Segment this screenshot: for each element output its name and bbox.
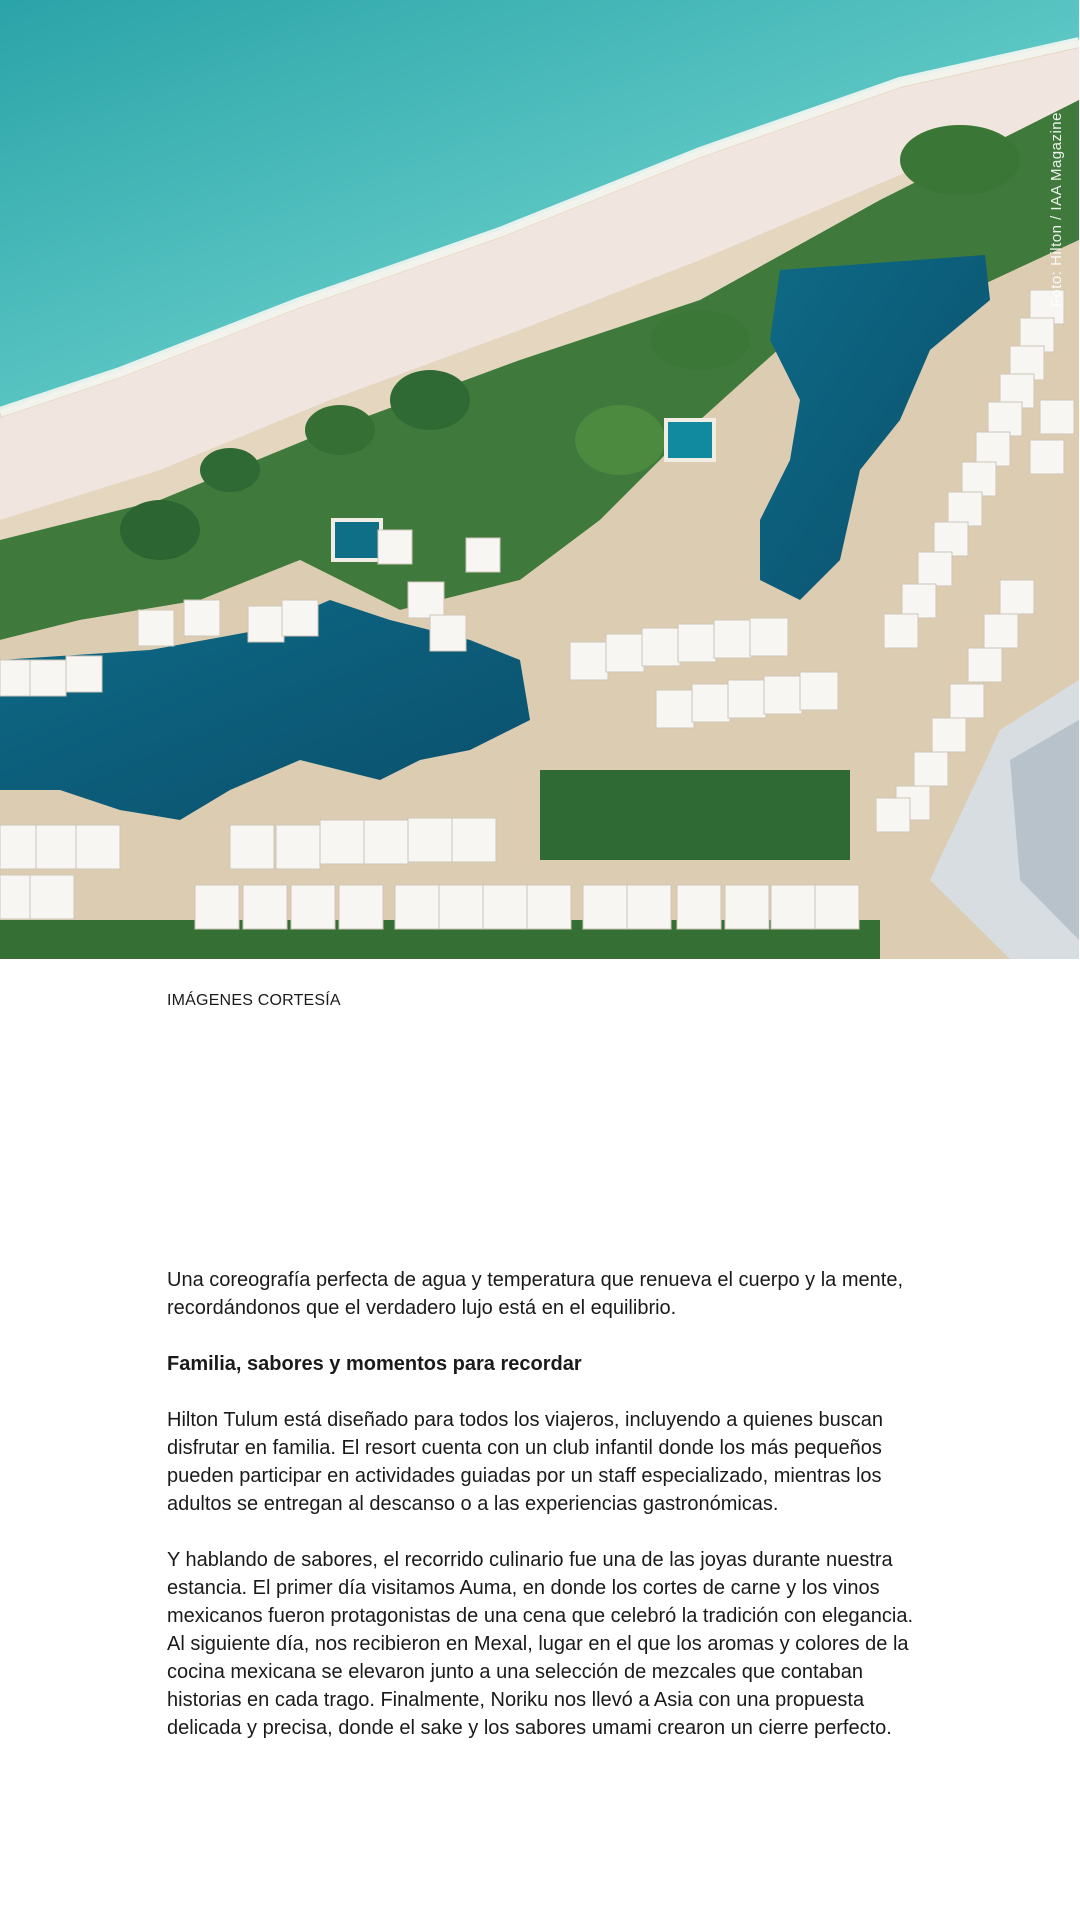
hero-photo [0,0,1079,959]
article-body [167,1266,927,1770]
paragraph-2: Hilton Tulum está diseñado para todos los viajeros, incluyendo a quienes buscan disfrutar en familia. El resort cuenta con un club infantil donde los más pequeños pueden participar en actividades guiadas por un staff especializado, mientras los adultos se entregan al descanso o a las experiencias gastronómicas. [167,1409,883,1515]
image-caption: IMÁGENES CORTESÍA [167,992,341,1009]
section-heading: Familia, sabores y momentos para recordar [167,1353,582,1375]
paragraph-1: Una coreografía perfecta de agua y temperatura que renueva el cuerpo y la mente, recordándonos que el verdadero lujo está en el equilibrio. [167,1269,904,1319]
resort-aerial-image [0,0,1079,959]
paragraph-3: Y hablando de sabores, el recorrido culinario fue una de las joyas durante nuestra estancia. El primer día visitamos Auma, en donde los cortes de carne y los vinos mexicanos fueron protagonistas de una cena que celebró la tradición con elegancia. Al siguiente día, nos recibieron en Mexal, lugar en el que los aromas y colores de la cocina mexicana se elevaron junto a una selección de mezcales que contaban historias en cada trago. Finalmente, Noriku nos llevó a Asia con una propuesta delicada y precisa, donde el sake y los sabores umami crearon un cierre perfecto. [167,1549,914,1739]
photo-credit: Foto: Hilton / IAA Magazine [1048,112,1065,308]
